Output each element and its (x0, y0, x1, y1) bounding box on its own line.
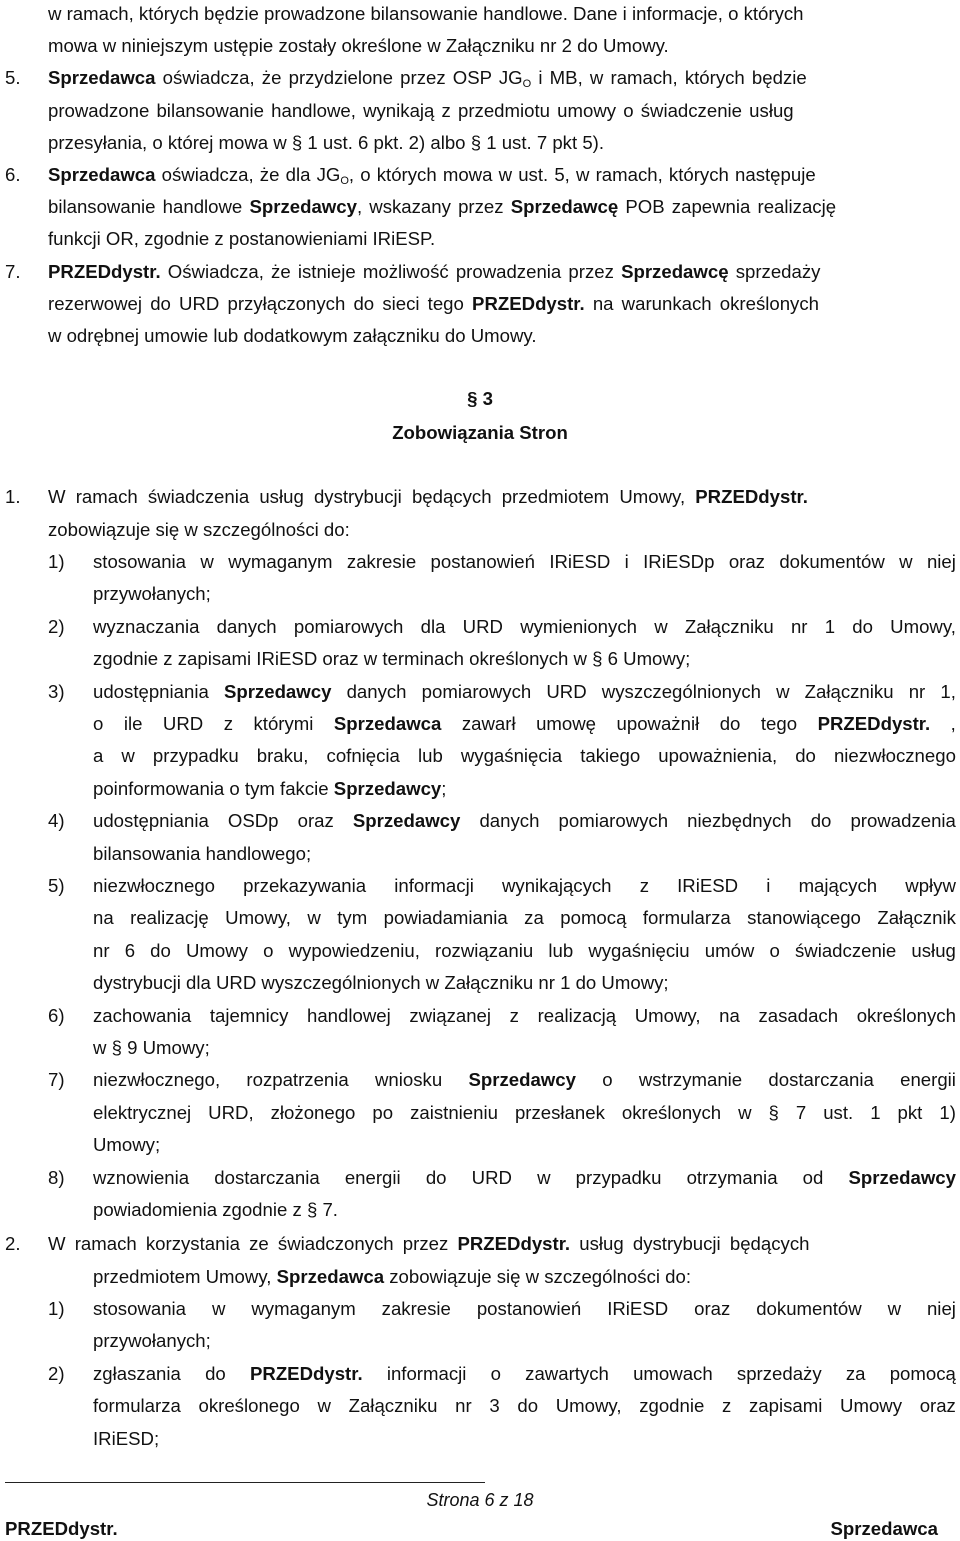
party-name: Sprzedawca (333, 713, 442, 734)
text-run: o (769, 939, 780, 961)
list-item-number: 6) (48, 1004, 65, 1026)
text-run: W ramach świadczenia usług dystrybucji będących przedmiotem Umowy, (48, 486, 696, 507)
party-name: PRZEDdystr. (472, 293, 585, 314)
text-run: nr (455, 1395, 472, 1417)
text-run: Umowy (186, 939, 248, 961)
text-run: dokumentów (779, 551, 885, 572)
text-run: Załącznik (877, 907, 956, 929)
text-run: formularza (642, 907, 731, 929)
text-run: § (768, 1101, 779, 1123)
section-number-text: § 3 (467, 388, 493, 409)
party-name: Sprzedawcę (510, 196, 619, 217)
text-run: wniosku (375, 1069, 443, 1091)
text-run: 1) (939, 1101, 956, 1123)
text-run: ile (123, 713, 143, 734)
text-run: nr (908, 680, 926, 702)
text-line (93, 1263, 691, 1291)
text-run: wynikających (501, 875, 612, 896)
text-run: energii (344, 1166, 401, 1188)
text-run: w ramach, których będzie prowadzone bilansowanie handlowe. Dane i informacje, o których (48, 3, 804, 24)
text-run: przypadku (575, 1166, 662, 1188)
list-item-line (93, 1164, 956, 1192)
list-item-number: 7) (48, 1069, 65, 1091)
text-run: zawarł (461, 713, 516, 734)
text-run: zawartych (525, 1362, 609, 1384)
list-item-line (93, 1066, 956, 1094)
text-run: o (263, 939, 274, 961)
list-item-number: 8) (48, 1166, 65, 1188)
text-run: braku, (256, 745, 309, 767)
text-run: dostarczania (214, 1166, 320, 1188)
party-name: Sprzedawcy (352, 810, 461, 832)
text-run: Oświadcza, że istnieje możliwość prowadzenia przez (160, 261, 622, 282)
footer-divider (5, 1482, 485, 1483)
list-item-line (93, 1002, 956, 1030)
text-run: Umowy (840, 1395, 903, 1417)
subscript: O (340, 175, 349, 187)
text-line (48, 129, 604, 157)
list-item-line (93, 1360, 956, 1388)
subscript: O (522, 78, 532, 90)
text-run: Załączniku (348, 1395, 438, 1417)
text-run: lub (548, 939, 574, 961)
text-run: informacji (394, 875, 474, 896)
list-item-line (93, 742, 956, 770)
text-run: wymaganym (251, 1298, 356, 1319)
point-number-text: 7. (5, 261, 21, 282)
text-run: zakresie (346, 551, 417, 572)
text-run: zgodnie z zapisami IRiESD oraz w terminach określonych w § 6 Umowy; (93, 648, 691, 670)
text-run: tego (760, 713, 798, 734)
text-run: Umowy, (225, 907, 291, 929)
text-run: wznowienia (93, 1166, 190, 1188)
text-run: upoważnienia, (658, 745, 778, 767)
text-run: wypowiedzeniu, (288, 939, 420, 961)
text-run: po (372, 1101, 394, 1123)
text-run: rozpatrzenia (246, 1069, 349, 1091)
list-item-number: 4) (48, 810, 65, 832)
list-item-line (93, 580, 211, 608)
text-line (48, 1230, 809, 1258)
text-run: przywołanych; (93, 583, 211, 605)
text-run: powiadamiania (383, 907, 508, 929)
text-run: handlowej (307, 1004, 391, 1026)
text-run: IRiESD (607, 1298, 669, 1319)
party-name: Sprzedawcy (249, 196, 357, 217)
text-run: udostępniania (93, 680, 209, 702)
point-number-text: 1. (5, 486, 21, 507)
party-name: PRZEDdystr. (695, 486, 808, 507)
text-run: do (517, 1395, 539, 1417)
list-item-line (93, 937, 956, 965)
text-run: a (93, 745, 104, 767)
text-run: z (639, 875, 649, 896)
text-run: IRiESD; (93, 1427, 160, 1449)
text-run: , o których mowa w ust. 5, w ramach, których następuje (348, 164, 816, 185)
text-run: poinformowania o tym fakcie (93, 777, 334, 799)
text-run: i (766, 875, 771, 896)
text-line (48, 0, 956, 28)
text-run: elektrycznej (93, 1101, 192, 1123)
text-run: na (719, 1004, 740, 1026)
text-run: w (899, 551, 913, 572)
text-run: w (307, 907, 321, 929)
text-run: przesłanek (514, 1101, 605, 1123)
text-run: 7 (795, 1101, 807, 1123)
text-run: do (795, 745, 816, 767)
text-run: oraz (728, 551, 765, 572)
text-run: w (887, 1298, 902, 1319)
text-run: 1, (940, 680, 956, 702)
text-line (48, 322, 537, 350)
text-run: takiego (580, 745, 641, 767)
list-item-number: 1) (48, 1298, 65, 1319)
party-name: PRZEDdystr. (817, 713, 931, 734)
text-run: umowę (536, 713, 597, 734)
party-name: Sprzedawcy (223, 680, 332, 702)
text-run: wygaśnięcia (460, 745, 563, 767)
text-run: wygaśnięciu (588, 939, 690, 961)
text-run: postanowień (430, 551, 535, 572)
point-number (5, 483, 21, 511)
text-run: URD, (208, 1101, 254, 1123)
text-run: cofnięcia (326, 745, 400, 767)
point-number (5, 258, 21, 286)
text-run: w (738, 1101, 752, 1123)
text-run: stosowania (93, 1298, 187, 1319)
text-line (48, 161, 816, 189)
text-run: IRiESD (677, 875, 739, 896)
text-run: przesyłania, o której mowa w § 1 ust. 6 pkt. 2) albo § 1 ust. 7 pkt 5). (48, 132, 605, 153)
text-run: z (223, 713, 233, 734)
text-run: usług dystrybucji będących (570, 1233, 810, 1254)
list-item-line (93, 969, 669, 997)
text-line (48, 97, 794, 125)
text-run: określonego (198, 1395, 300, 1417)
text-run: udostępniania (93, 810, 209, 832)
text-run: w (776, 680, 790, 702)
text-run: w (654, 615, 668, 637)
party-name: PRZEDdystr. (249, 1362, 363, 1384)
text-run: informacji (386, 1362, 467, 1384)
text-line (48, 225, 435, 253)
text-run: za (845, 1362, 866, 1384)
text-run: upoważnił (616, 713, 700, 734)
text-run: do (719, 713, 741, 734)
text-run: w (121, 745, 135, 767)
text-run: 1 (824, 615, 836, 637)
party-name: Sprzedawca (48, 67, 156, 88)
text-run: którymi (253, 713, 314, 734)
text-run: od (802, 1166, 824, 1188)
text-run: umowach (633, 1362, 713, 1384)
text-run: bilansowanie handlowe (48, 196, 250, 217)
text-run: otrzymania (686, 1166, 778, 1188)
text-run: realizacją (537, 1004, 617, 1026)
text-run: oraz (919, 1395, 956, 1417)
point-number-text: 6. (5, 164, 21, 185)
text-run: określonych (621, 1101, 722, 1123)
party-name: Sprzedawcy (333, 777, 442, 799)
text-run: na warunkach określonych (584, 293, 819, 314)
text-run: IRiESD (549, 551, 611, 572)
list-item-number: 2) (48, 1362, 65, 1384)
footer-party-left: PRZEDdystr. (5, 1518, 118, 1539)
text-run: Załączniku (804, 680, 894, 702)
text-run: wyszczególnionych (601, 680, 761, 702)
text-run: oświadcza, że przydzielone przez OSP JG (155, 67, 523, 88)
text-run: postanowień (476, 1298, 582, 1319)
text-run: URD (471, 1166, 512, 1188)
point-number-text: 2. (5, 1233, 21, 1254)
text-run: niezwłocznego, (93, 1069, 221, 1091)
text-run: zgłaszania (93, 1362, 181, 1384)
text-run: nr (790, 615, 808, 637)
list-item-line (93, 840, 311, 868)
list-item-line (93, 1099, 956, 1127)
text-run: 1 (870, 1101, 881, 1123)
text-run: , (950, 713, 956, 734)
text-line (48, 516, 350, 544)
point-number (5, 161, 21, 189)
text-run: świadczenie (794, 939, 897, 961)
list-item-line (93, 1295, 956, 1323)
text-line (48, 258, 820, 286)
text-run: URD (546, 680, 587, 702)
list-item-line (93, 1392, 956, 1420)
text-run: na (93, 907, 114, 929)
text-run: pkt (897, 1101, 923, 1123)
text-run: danych (479, 810, 540, 832)
text-run: POB zapewnia realizację (618, 196, 837, 217)
text-run: wstrzymanie (638, 1069, 743, 1091)
text-run: wyznaczania (93, 615, 200, 637)
text-run: o (93, 713, 104, 734)
text-run: niezwłocznego (833, 745, 956, 767)
text-run: Umowy, (890, 615, 956, 637)
text-run: do (425, 1166, 447, 1188)
text-run: przypadku (152, 745, 239, 767)
list-item-line (93, 807, 956, 835)
point-number (5, 64, 21, 92)
section-number (0, 385, 960, 413)
text-run: rezerwowej do URD przyłączonych do sieci tego (48, 293, 473, 314)
text-run: w odrębnej umowie lub dodatkowym załączniku do Umowy. (48, 325, 537, 346)
list-item-line (93, 872, 956, 900)
list-item-line (93, 1196, 338, 1224)
text-run: pomiarowych (558, 810, 669, 832)
text-run: zakresie (381, 1298, 451, 1319)
text-run: tajemnicy (209, 1004, 289, 1026)
page-number: Strona 6 z 18 (426, 1490, 534, 1510)
text-run: wymaganym (228, 551, 333, 572)
text-run: ; (441, 777, 447, 799)
point-number (5, 1230, 21, 1258)
text-run: pomocą (560, 907, 627, 929)
footer-party-right: Sprzedawca (830, 1518, 938, 1539)
text-run: zachowania (93, 1004, 192, 1026)
text-run: w § 9 Umowy; (93, 1037, 210, 1058)
section-title-text: Zobowiązania Stron (392, 422, 568, 443)
text-run: Umowy; (93, 1134, 161, 1156)
text-run: zasadach (758, 1004, 839, 1026)
text-run: umów (704, 939, 755, 961)
text-run: pomiarowych (293, 615, 404, 637)
text-run: dokumentów (756, 1298, 862, 1319)
text-run: oraz (297, 810, 334, 832)
list-item-line (93, 548, 956, 576)
text-run: W ramach korzystania ze świadczonych przez (48, 1233, 458, 1254)
text-run: 6 (124, 939, 136, 961)
party-name: PRZEDdystr. (48, 261, 161, 282)
text-run: funkcji OR, zgodnie z postanowieniami IRiESP. (48, 228, 436, 249)
party-name: Sprzedawcę (621, 261, 729, 282)
text-run: przedmiotem Umowy, (93, 1266, 277, 1287)
text-run: niej (926, 1298, 956, 1319)
text-run: sprzedaży (736, 1362, 822, 1384)
text-run: Umowy, (555, 1395, 622, 1417)
text-run: zobowiązuje się w szczególności do: (384, 1266, 692, 1287)
text-run: oraz (694, 1298, 731, 1319)
text-run: w (317, 1395, 331, 1417)
text-run: OSDp (227, 810, 279, 832)
text-run: pomiarowych (421, 680, 532, 702)
list-item-number: 2) (48, 615, 65, 637)
text-run: danych (216, 615, 277, 637)
text-run: URD (162, 713, 204, 734)
text-run: do (150, 939, 171, 961)
text-run: dostarczania (768, 1069, 874, 1091)
text-run: związanej (409, 1004, 492, 1026)
text-run: nr (93, 939, 110, 961)
list-item-line (93, 1034, 210, 1062)
text-run: stosowania (93, 551, 187, 572)
party-name: Sprzedawcy (848, 1166, 956, 1188)
text-run: niezwłocznego (93, 875, 215, 896)
text-run: zapisami (748, 1395, 823, 1417)
text-run: do (852, 615, 873, 637)
text-run: Załączniku (684, 615, 774, 637)
text-line (48, 32, 669, 60)
list-item-line (93, 1425, 159, 1453)
text-run: pomocą (889, 1362, 956, 1384)
text-run: bilansowania handlowego; (93, 842, 312, 864)
text-run: 3 (489, 1395, 500, 1417)
text-run: usług (911, 939, 956, 961)
text-run: sprzedaży (728, 261, 821, 282)
list-item-line (93, 775, 446, 803)
text-run: zgodnie (639, 1395, 705, 1417)
text-run: wpływ (905, 875, 956, 896)
text-run: energii (900, 1069, 956, 1091)
text-run: określonych (856, 1004, 956, 1026)
text-run: z (722, 1395, 732, 1417)
text-run: w (211, 1298, 226, 1319)
text-run: w (200, 551, 214, 572)
list-item-line (93, 613, 956, 641)
text-run: IRiESDp (643, 551, 715, 572)
party-name: Sprzedawca (276, 1266, 385, 1287)
list-item-number: 1) (48, 551, 65, 572)
text-run: za (524, 907, 544, 929)
text-run: i (624, 551, 629, 572)
list-item-line (93, 1327, 211, 1355)
text-run: tym (337, 907, 368, 929)
text-run: powiadomienia zgodnie z § 7. (93, 1199, 338, 1220)
text-run: realizację (130, 907, 209, 929)
text-run: niezbędnych (687, 810, 792, 832)
text-run: prowadzenia (850, 810, 956, 832)
text-run: w (537, 1166, 551, 1188)
text-run: do (810, 810, 832, 832)
text-line (48, 64, 956, 92)
text-run: ust. (823, 1101, 854, 1123)
list-item-line (93, 678, 956, 706)
text-run: niej (926, 551, 956, 572)
text-run: zobowiązuje się w szczególności do: (48, 519, 350, 540)
text-line (48, 290, 819, 318)
text-run: mowa w niniejszym ustępie zostały określone w Załączniku nr 2 do Umowy. (48, 35, 669, 56)
text-run: złożonego (270, 1101, 356, 1123)
point-number-text: 5. (5, 67, 21, 88)
party-name: Sprzedawca (48, 164, 156, 185)
party-name: PRZEDdystr. (457, 1233, 571, 1254)
list-item-line (93, 1131, 160, 1159)
text-run: z (509, 1004, 519, 1026)
text-run: i MB, w ramach, których będzie (531, 67, 807, 88)
list-item-line (93, 645, 690, 673)
text-line (48, 483, 808, 511)
list-item-line (93, 904, 956, 932)
text-run: dla (420, 615, 446, 637)
text-run: oświadcza, że dla JG (155, 164, 341, 185)
text-run: do (205, 1362, 226, 1384)
text-run: mających (798, 875, 878, 896)
text-line (48, 193, 836, 221)
list-item-number: 3) (48, 680, 65, 702)
text-run: wymienionych (520, 615, 637, 637)
text-run: zaistnieniu (410, 1101, 498, 1123)
text-run: URD (462, 615, 503, 637)
text-run: o (602, 1069, 613, 1091)
party-name: Sprzedawcy (468, 1069, 576, 1091)
list-item-number: 5) (48, 875, 65, 896)
text-run: przekazywania (243, 875, 367, 896)
text-run: dystrybucji dla URD wyszczególnionych w Załączniku nr 1 do Umowy; (93, 972, 669, 994)
text-run: rozwiązaniu (435, 939, 534, 961)
text-run: o (490, 1362, 501, 1384)
text-run: Umowy, (634, 1004, 701, 1026)
text-run: danych (346, 680, 407, 702)
list-item-line (93, 710, 956, 738)
text-run: przywołanych; (93, 1330, 211, 1352)
text-run: prowadzone bilansowanie handlowe, wynikają z przedmiotu umowy o świadczenie usług (48, 100, 794, 121)
text-run: stanowiącego (747, 907, 861, 929)
text-run: lub (417, 745, 443, 767)
text-run: formularza (93, 1395, 181, 1417)
section-title (0, 419, 960, 447)
text-run: , wskazany przez (356, 196, 511, 217)
